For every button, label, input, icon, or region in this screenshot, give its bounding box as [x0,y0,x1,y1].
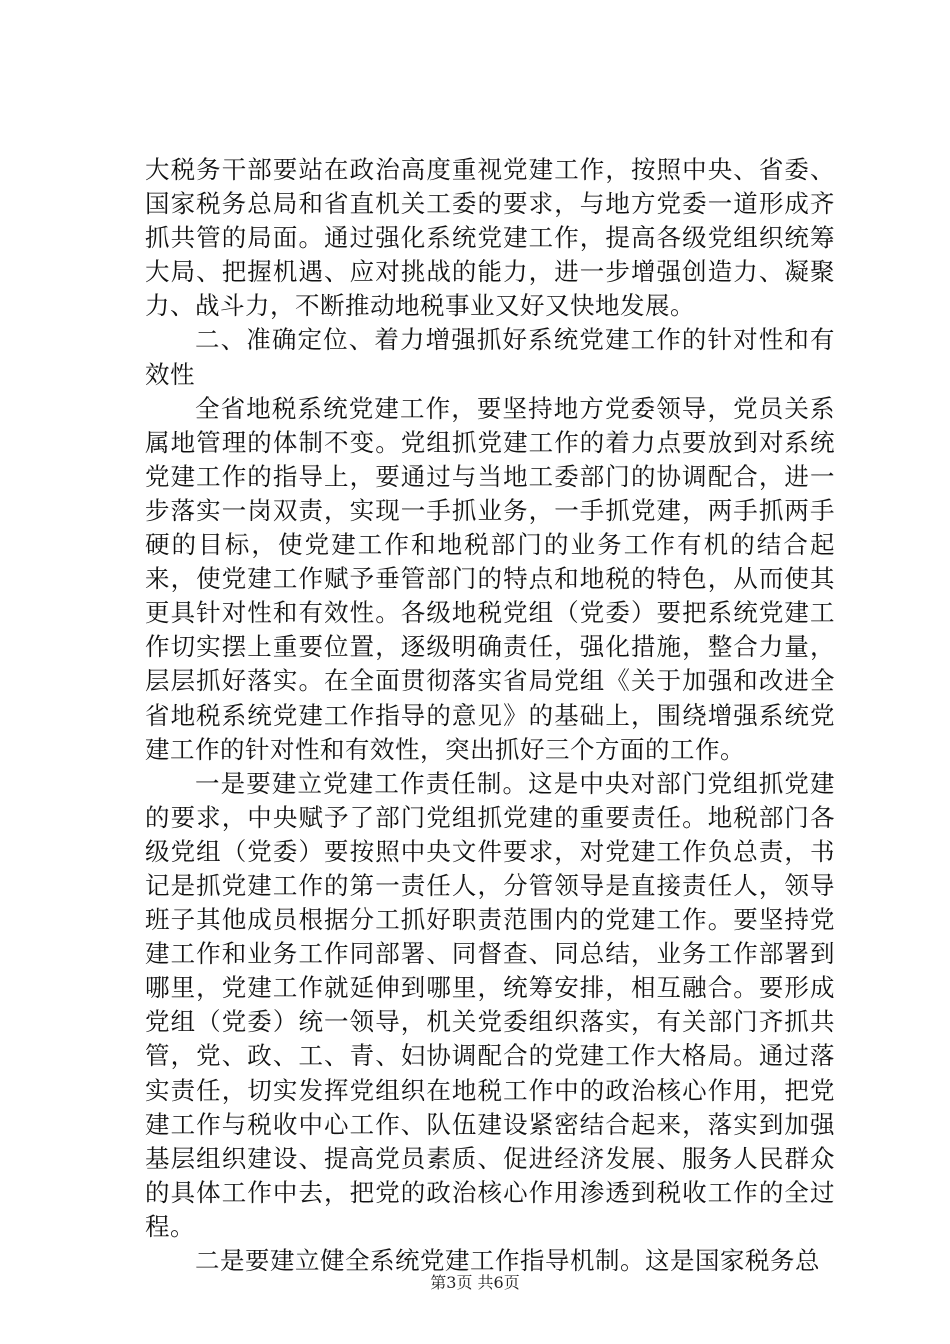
paragraph-5: 二是要建立健全系统党建工作指导机制。这是国家税务总 [195,1246,820,1275]
paragraph-4: 一是要建立党建工作责任制。这是中央对部门党组抓党建的要求，中央赋予了部门党组抓党建的重要责任。地税部门各级党组（党委）要按照中央文件要求，对党建工作负总责，书记是抓党建工作的第一责任人，分管领导是直接责任人，领导班子其他成员根据分工抓好职责范围内的党建工作。要坚持党建工作和业务工作同部署、同督查、同总结，业务工作部署到哪里，党建工作就延伸到哪里，统筹安排，相互融合。要形成党组（党委）统一领导，机关党委组织落实，有关部门齐抓共管，党、政、工、青、妇协调配合的党建工作大格局。通过落实责任，切实发挥党组织在地税工作中的政治核心作用，把党建工作与税收中心工作、队伍建设紧密结合起来，落实到加强基层组织建设、提高党员素质、促进经济发展、服务人民群众的具体工作中去，把党的政治核心作用渗透到税收工作的全过程。 [145,768,835,1241]
page-number-footer: 第3页 共6页 [430,1273,520,1292]
document-body [145,153,835,1278]
paragraph-3: 全省地税系统党建工作，要坚持地方党委领导，党员关系属地管理的体制不变。党组抓党建工作的着力点要放到对系统党建工作的指导上，要通过与当地工委部门的协调配合，进一步落实一岗双责，实现一手抓业务，一手抓党建，两手抓两手硬的目标，使党建工作和地税部门的业务工作有机的结合起来，使党建工作赋予垂管部门的特点和地税的特色，从而使其更具针对性和有效性。各级地税党组（党委）要把系统党建工作切实摆上重要位置，逐级明确责任，强化措施，整合力量，层层抓好落实。在全面贯彻落实省局党组《关于加强和改进全省地税系统党建工作指导的意见》的基础上，围绕增强系统党建工作的针对性和有效性，突出抓好三个方面的工作。 [145,393,835,764]
paragraph-1: 大税务干部要站在政治高度重视党建工作，按照中央、省委、国家税务总局和省直机关工委的要求，与地方党委一道形成齐抓共管的局面。通过强化系统党建工作，提高各级党组织统筹大局、把握机遇、应对挑战的能力，进一步增强创造力、凝聚力、战斗力，不断推动地税事业又好又快地发展。 [145,155,835,321]
section-heading-2: 二、准确定位、着力增强抓好系统党建工作的针对性和有效性 [145,325,835,389]
